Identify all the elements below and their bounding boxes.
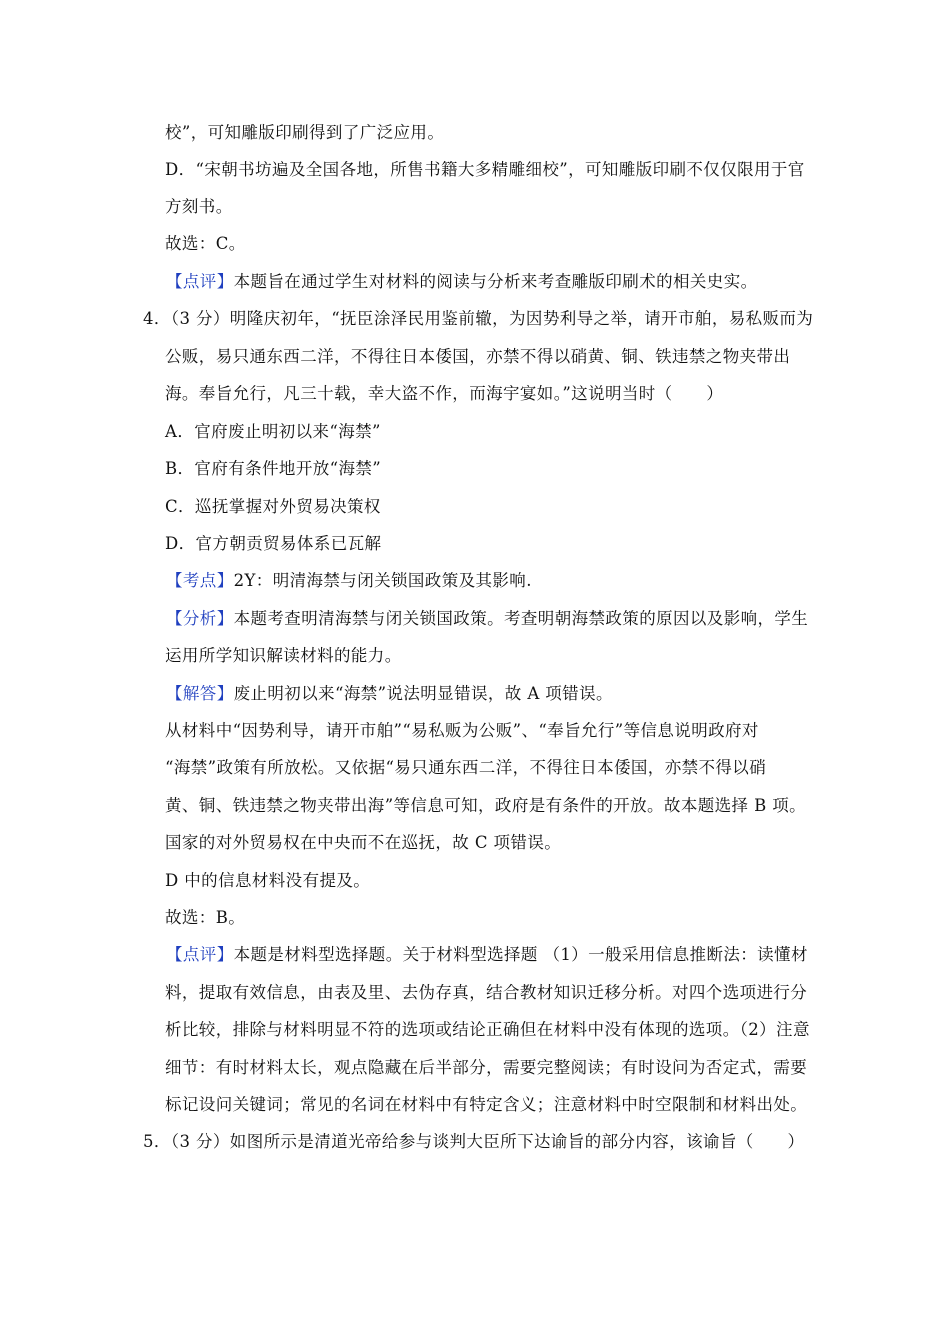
- fenxi-text: 本题考查明清海禁与闭关锁国政策。考查明朝海禁政策的原因以及影响，学生: [233, 609, 809, 628]
- q4-option-a: A．官府废止明初以来“海禁”: [165, 422, 381, 441]
- comment-text: 本题旨在通过学生对材料的阅读与分析来考查雕版印刷术的相关史实。: [233, 272, 758, 291]
- q4-option-d: D．官方朝贡贸易体系已瓦解: [165, 534, 382, 553]
- prev-answer: 故选：C。: [165, 234, 246, 253]
- q4-jieda-line4: 黄、铜、铁违禁之物夹带出海”等信息可知，政府是有条件的开放。故本题选择 B 项。: [165, 796, 807, 815]
- q4-fenxi: [166, 608, 808, 630]
- q4-jieda-line2: 从材料中“因势利导，请开市舶”“易私贩为公贩”、“奉旨允行”等信息说明政府对: [165, 721, 759, 740]
- prev-option-d-line2: 方刻书。: [165, 197, 233, 216]
- q4-kaodian: [166, 570, 532, 592]
- q4-stem-line2: 公贩，易只通东西二洋，不得往日本倭国，亦禁不得以硝黄、铜、铁违禁之物夹带出: [165, 347, 791, 366]
- q4-stem-line3: 海。奉旨允行，凡三十载，幸大盗不作，而海宇宴如。”这说明当时（ ）: [165, 384, 724, 403]
- fenxi-tag: 【分析】: [166, 609, 234, 628]
- q4-jieda-line3: “海禁”政策有所放松。又依据“易只通东西二洋，不得往日本倭国，亦禁不得以硝: [165, 758, 767, 777]
- q4-jieda-line5: 国家的对外贸易权在中央而不在巡抚，故 C 项错误。: [165, 833, 562, 852]
- q4-comment-line2: 料，提取有效信息，由表及里、去伪存真，结合教材知识迁移分析。对四个选项进行分: [165, 983, 808, 1002]
- comment-text: 本题是材料型选择题。关于材料型选择题 （1）一般采用信息推断法：读懂材: [233, 945, 808, 964]
- jieda-text: 废止明初以来“海禁”说法明显错误，故 A 项错误。: [233, 684, 613, 703]
- q4-option-b: B．官府有条件地开放“海禁”: [165, 459, 382, 478]
- q4-jieda-line6: D 中的信息材料没有提及。: [165, 871, 371, 890]
- q4-comment-line3: 析比较，排除与材料明显不符的选项或结论正确但在材料中没有体现的选项。（2）注意: [165, 1020, 810, 1039]
- q5-stem-line1: 5．（3 分）如图所示是清道光帝给参与谈判大臣所下达谕旨的部分内容，该谕旨（ ）: [143, 1132, 805, 1151]
- prev-comment: [166, 271, 758, 293]
- jieda-tag: 【解答】: [166, 684, 234, 703]
- q4-answer: 故选：B。: [165, 908, 246, 927]
- q4-jieda: [166, 683, 613, 705]
- q4-fenxi-line2: 运用所学知识解读材料的能力。: [165, 646, 402, 665]
- q4-comment: [166, 944, 808, 966]
- q4-stem-line1: 4．（3 分）明隆庆初年，“抚臣涂泽民用鉴前辙，为因势利导之举，请开市舶，易私贩而为: [143, 309, 814, 328]
- prev-explanation-line: 校”，可知雕版印刷得到了广泛应用。: [165, 123, 445, 142]
- prev-option-d-line1: D．“宋朝书坊遍及全国各地，所售书籍大多精雕细校”，可知雕版印刷不仅仅限用于官: [165, 160, 805, 179]
- comment-tag: 【点评】: [166, 945, 234, 964]
- q4-comment-line4: 细节：有时材料太长，观点隐藏在后半部分，需要完整阅读；有时设问为否定式，需要: [165, 1058, 808, 1077]
- q4-option-c: C．巡抚掌握对外贸易决策权: [165, 497, 381, 516]
- q4-comment-line5: 标记设问关键词；常见的名词在材料中有特定含义；注意材料中时空限制和材料出处。: [165, 1095, 808, 1114]
- comment-tag: 【点评】: [166, 272, 234, 291]
- kaodian-text: 2Y：明清海禁与闭关锁国政策及其影响.: [233, 571, 532, 590]
- kaodian-tag: 【考点】: [166, 571, 234, 590]
